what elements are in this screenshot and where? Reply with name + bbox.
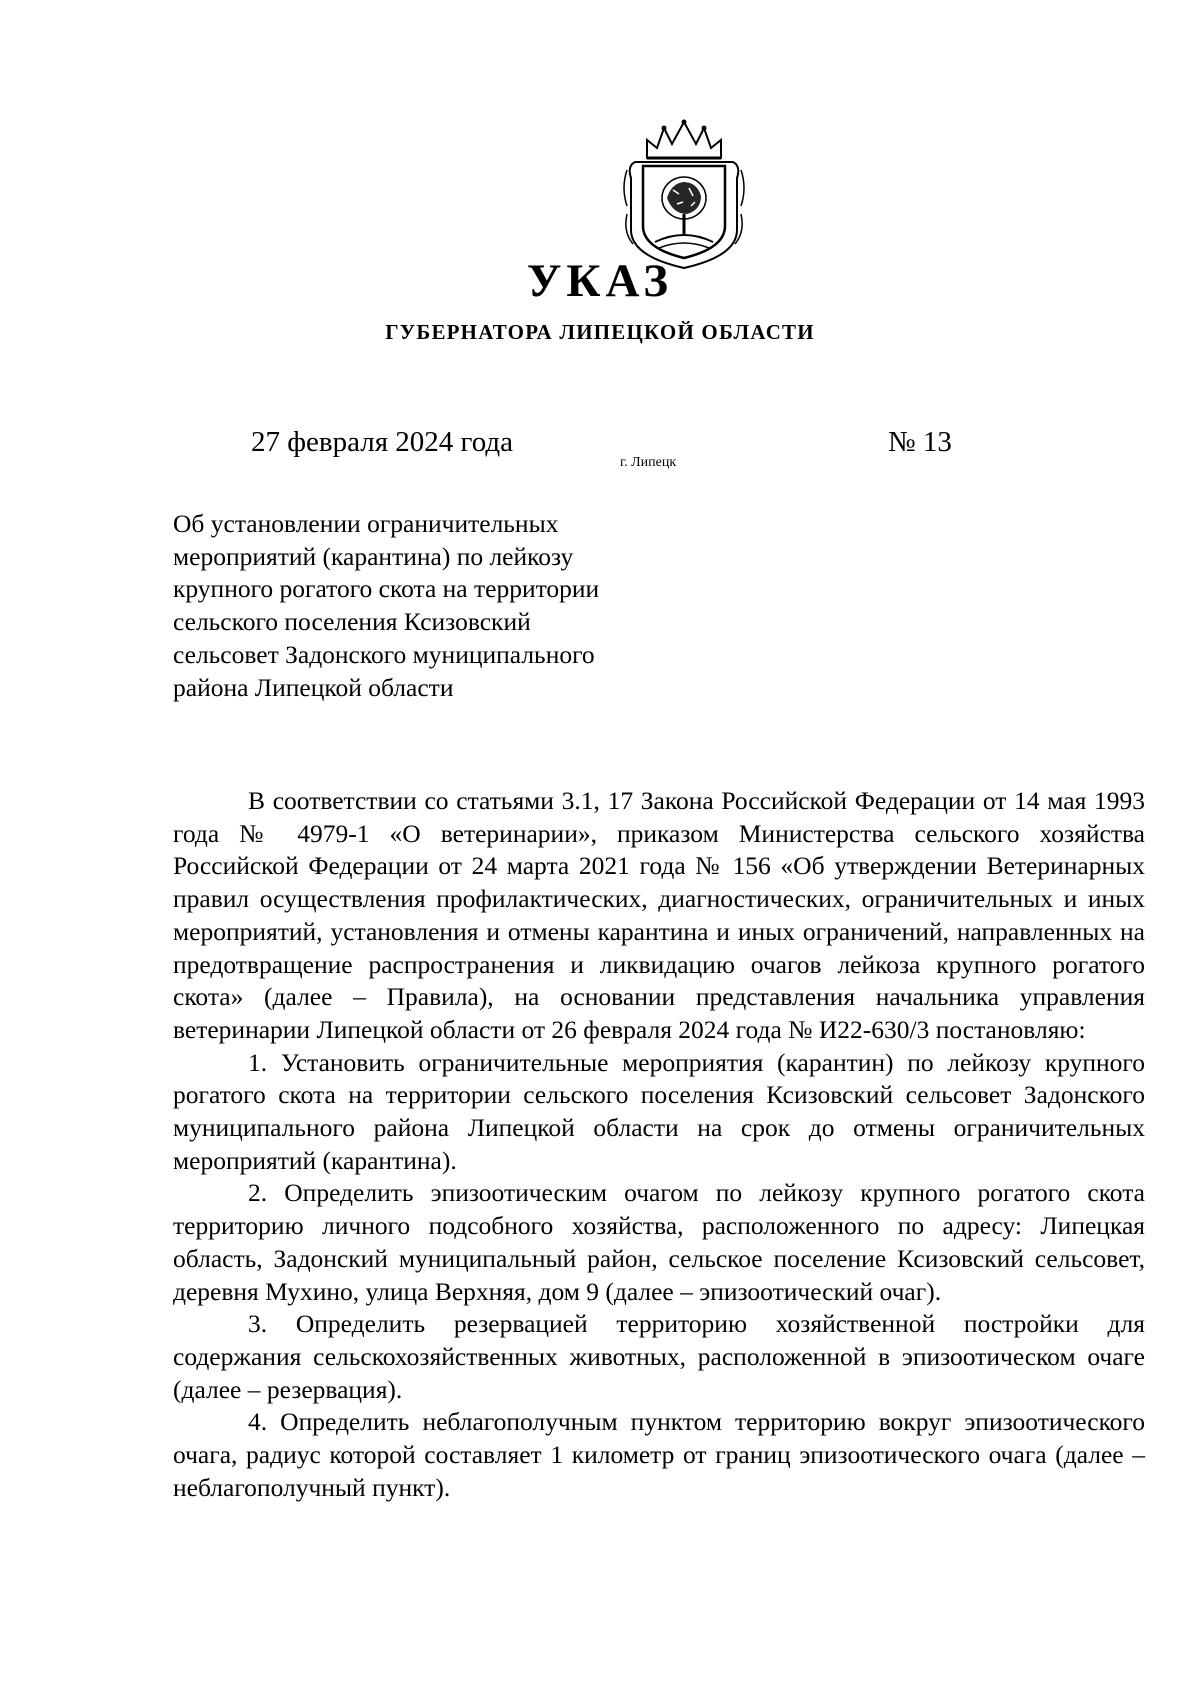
preamble-paragraph: В соответствии со статьями 3.1, 17 Закона Российской Федерации от 14 мая 1993 года № 4979-1 «О ветеринарии», приказом Министерства сельского хозяйства Российской Федерации от 24 марта 2021 года № 156 «Об утверждении Ветеринарных правил осуществления профилактических, диагностических, ограничительных и иных мероприятий, установления и отмены карантина и иных ограничений, направленных на предотвращение распространения и ликвидацию очагов лейкоза крупного рогатого скота» (далее – Правила), на основании представления начальника управления ветеринарии Липецкой области от 26 февраля 2024 года № И22-630/3 постановляю: [173,786,1145,1044]
document-type-title: УКАЗ [526,255,674,307]
document-heading [173,508,693,704]
heading-line: района Липецкой области [173,672,454,702]
issuer-subtitle: ГУБЕРНАТОРА ЛИПЕЦКОЙ ОБЛАСТИ [385,320,815,344]
heading-line: крупного рогатого скота на территории [173,574,600,604]
heading-line: мероприятий (карантина) по лейкозу [173,541,574,571]
document-date: 27 февраля 2024 года [251,426,514,458]
document-city: г. Липецк [620,455,677,470]
clause-2-paragraph: 2. Определить эпизоотическим очагом по лейкозу крупного рогатого скота территорию личного подсобного хозяйства, расположенного по адресу: Липецкая область, Задонский муниципальный район, сельское поселение Ксизовский сельсовет, деревня Мухино, улица Верхняя, дом 9 (далее – эпизоотический очаг). [173,1178,1145,1306]
clause-3-paragraph: 3. Определить резервацией территорию хозяйственной постройки для содержания сельскохозяйственных животных, расположенной в эпизоотическом очаге (далее – резервация). [173,1309,1145,1404]
document-body [173,785,1145,1504]
heading-line: сельского поселения Ксизовский [173,607,531,637]
clause-1-paragraph: 1. Установить ограничительные мероприятия (карантин) по лейкозу крупного рогатого скота на территории сельского поселения Ксизовский сельсовет Задонского муниципального района Липецкой области на срок до отмены ограничительных мероприятий (карантина). [173,1047,1145,1175]
heading-line: Об установлении ограничительных [173,509,559,538]
heading-line: сельсовет Задонского муниципального [173,639,595,669]
document-number: № 13 [888,426,952,458]
clause-4-paragraph: 4. Определить неблагополучным пунктом территорию вокруг эпизоотического очага, радиус которой составляет 1 километр от границ эпизоотического очага (далее – неблагополучный пункт). [173,1407,1145,1502]
lipetsk-coat-of-arms-icon [617,118,752,270]
